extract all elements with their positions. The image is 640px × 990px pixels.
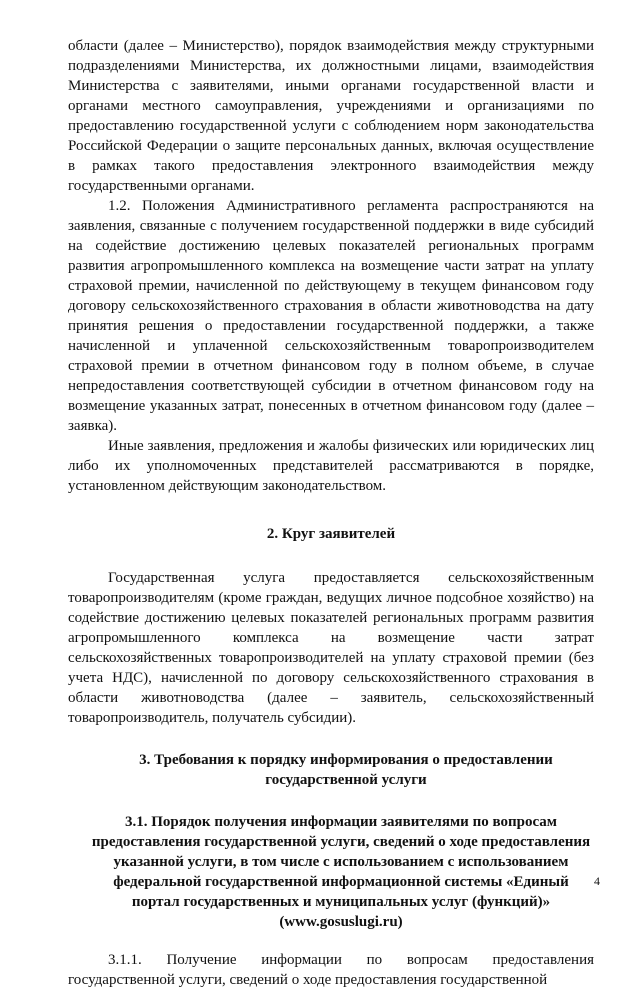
- document-page: [68, 36, 594, 990]
- paragraph-3-1-1: 3.1.1. Получение информации по вопросам предоставления государственной услуги, сведений о ходе предоставления государственной: [68, 952, 594, 988]
- section-3-1-heading: 3.1. Порядок получения информации заявителями по вопросам предоставления государственной услуги, сведений о ходе предоставления указанной услуги, в том числе с использованием с использованием федеральной государственной информационной системы «Единый портал государственных и муниципальных услуг (функций)» (www.gosuslugi.ru): [91, 814, 591, 930]
- section-3-heading: 3. Требования к порядку информирования о предоставлении государственной услуги: [139, 752, 553, 788]
- paragraph-1-2: 1.2. Положения Административного регламента распространяются на заявления, связанные с получением государственной поддержки в виде субсидий на содействие достижению целевых показателей региональных программ развития агропромышленного комплекса на возмещение части затрат на уплату страховой премии, начисленной по действующему в текущем финансовом году договору сельскохозяйственного страхования в области животноводства на дату принятия решения о предоставлении государственной поддержки, а также начисленной и уплаченной сельскохозяйственным товаропроизводителем страховой премии в отчетном финансовом году в полном объеме, в случае непредоставления соответствующей субсидии в отчетном финансовом году на возмещение указанных затрат, понесенных в отчетном финансовом году (далее – заявка).: [68, 198, 594, 434]
- paragraph-other-applications: Иные заявления, предложения и жалобы физических или юридических лиц либо их уполномоченных представителей рассматриваются в порядке, установленном действующим законодательством.: [68, 438, 594, 494]
- paragraph-ministry-scope: области (далее – Министерство), порядок взаимодействия между структурными подразделениями Министерства, их должностными лицами, взаимодействия Министерства с заявителями, иными органами государственной власти и органами местного самоуправления, учреждениями и организациями по предоставлению государственной услуги с соблюдением норм законодательства Российской Федерации о защите персональных данных, включая осуществление в рамках такого предоставления электронного взаимодействия между государственными органами.: [68, 38, 594, 194]
- page-number: 4: [594, 874, 600, 888]
- paragraph-applicants: Государственная услуга предоставляется сельскохозяйственным товаропроизводителям (кроме граждан, ведущих личное подсобное хозяйство) на содействие достижению целевых показателей региональных программ развития агропромышленного комплекса на возмещение части затрат сельскохозяйственных товаропроизводителей на уплату страховой премии (без учета НДС), начисленной по договору сельскохозяйственного страхования в области животноводства (далее – заявитель, сельскохозяйственный товаропроизводитель, получатель субсидии).: [68, 570, 594, 726]
- section-2-heading: 2. Круг заявителей: [266, 526, 396, 542]
